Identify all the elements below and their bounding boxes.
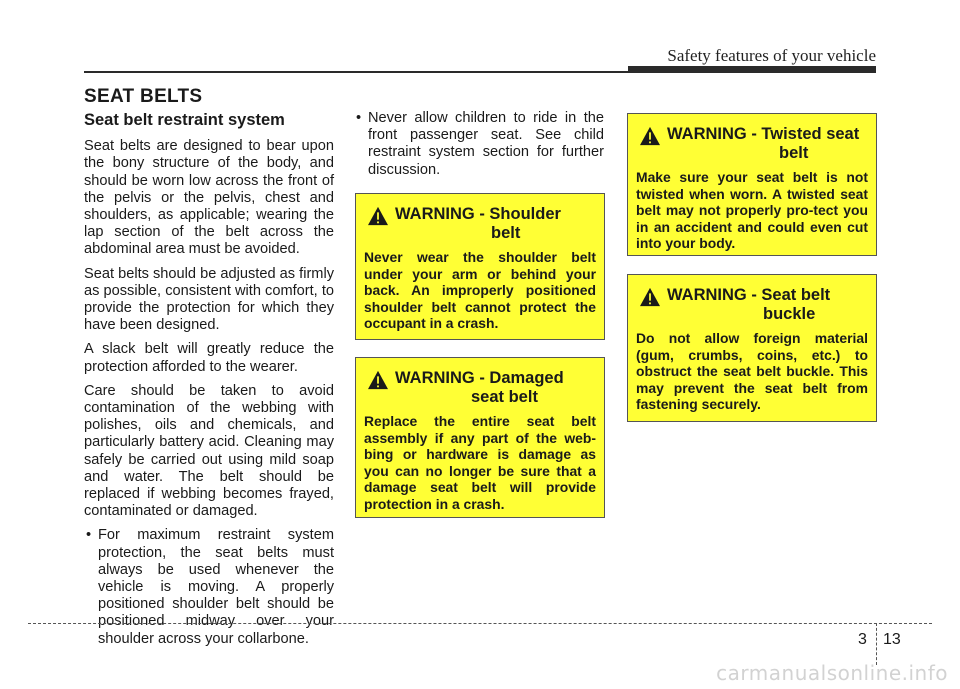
warning-title-line: WARNING - Seat belt bbox=[667, 286, 831, 304]
paragraph: Seat belts are designed to bear upon the bony structure of the body, and should be worn low across the front of the pelvis or the pelvis, chest and shoulders, as applicable; wearing the lap section of the belt across the abdominal area must be avoided. bbox=[84, 138, 334, 258]
warning-box-twisted-belt bbox=[627, 113, 877, 256]
warning-text: Make sure your seat belt is not twisted when worn. A twisted seat belt may not properly pro-tect you in an accident and could even cut into your body. bbox=[636, 169, 868, 252]
warning-triangle-icon bbox=[639, 126, 661, 146]
text-column-middle bbox=[354, 110, 604, 179]
warning-title-line: WARNING - Shoulder bbox=[395, 205, 561, 223]
bullet-item bbox=[354, 110, 604, 179]
watermark: carmanualsonline.info bbox=[716, 661, 948, 685]
warning-text: Do not allow foreign material (gum, crumbs, coins, etc.) to obstruct the seat belt buckle. This may prevent the seat belt from fastening securely. bbox=[636, 330, 868, 413]
bullet-marker: • bbox=[86, 527, 92, 544]
warning-header bbox=[364, 369, 596, 407]
warning-box-shoulder-belt bbox=[355, 193, 605, 340]
warning-triangle-icon bbox=[639, 287, 661, 307]
paragraph: Care should be taken to avoid contamination of the webbing with polishes, oils and chemicals, and particularly battery acid. Cleaning may safely be carried out using mild soap and water. The belt should be replaced if webbing becomes frayed, contaminated or damaged. bbox=[84, 382, 334, 520]
warning-title bbox=[667, 125, 859, 163]
warning-title-line: buckle bbox=[763, 305, 816, 323]
warning-title-line: seat belt bbox=[471, 388, 538, 406]
subsection-title: Seat belt restraint system bbox=[84, 111, 285, 129]
section-header: Safety features of your vehicle bbox=[667, 46, 876, 65]
paragraph: Seat belts should be adjusted as firmly as possible, consistent with comfort, to provide the protection for which they have been designed. bbox=[84, 265, 334, 334]
warning-triangle-icon bbox=[367, 370, 389, 390]
bullet-item bbox=[84, 527, 334, 647]
paragraph: A slack belt will greatly reduce the protection afforded to the wearer. bbox=[84, 341, 334, 375]
warning-title-line: belt bbox=[779, 144, 809, 162]
warning-title-line: WARNING - Damaged bbox=[395, 369, 564, 387]
bullet-text: For maximum restraint system protection, the seat belts must always be used whenever the vehicle is moving. A properly positioned shoulder belt should be positioned midway over your shoulder across your collarbone. bbox=[98, 527, 334, 647]
warning-text: Replace the entire seat belt assembly if any part of the web-bing or hardware is damage as you can no longer be sure that a damage seat belt will provide protection in a crash. bbox=[364, 413, 596, 512]
warning-title bbox=[667, 286, 830, 324]
header-rule-accent bbox=[628, 66, 876, 73]
warning-title-line: WARNING - Twisted seat bbox=[667, 125, 860, 143]
chapter-number: 3 bbox=[858, 631, 867, 648]
warning-title-line: belt bbox=[491, 224, 521, 242]
bullet-marker: • bbox=[356, 110, 362, 126]
warning-header bbox=[364, 205, 596, 243]
text-column-left bbox=[84, 110, 334, 648]
footer-rule bbox=[28, 623, 932, 624]
warning-title bbox=[395, 205, 561, 243]
warning-triangle-icon bbox=[367, 206, 389, 226]
bullet-text: Never allow children to ride in the front passenger seat. See child restraint system section for further discussion. bbox=[368, 110, 604, 178]
warning-box-damaged-belt bbox=[355, 357, 605, 518]
page-number: 13 bbox=[883, 631, 901, 648]
warning-title bbox=[395, 369, 564, 407]
warning-header bbox=[636, 125, 868, 163]
warning-box-seat-belt-buckle bbox=[627, 274, 877, 422]
warning-header bbox=[636, 286, 868, 324]
warning-text: Never wear the shoulder belt under your arm or behind your back. An improperly positioned shoulder belt cannot protect the occupant in a crash. bbox=[364, 249, 596, 332]
page-number-divider bbox=[876, 623, 877, 665]
chapter-title: SEAT BELTS bbox=[84, 86, 203, 107]
